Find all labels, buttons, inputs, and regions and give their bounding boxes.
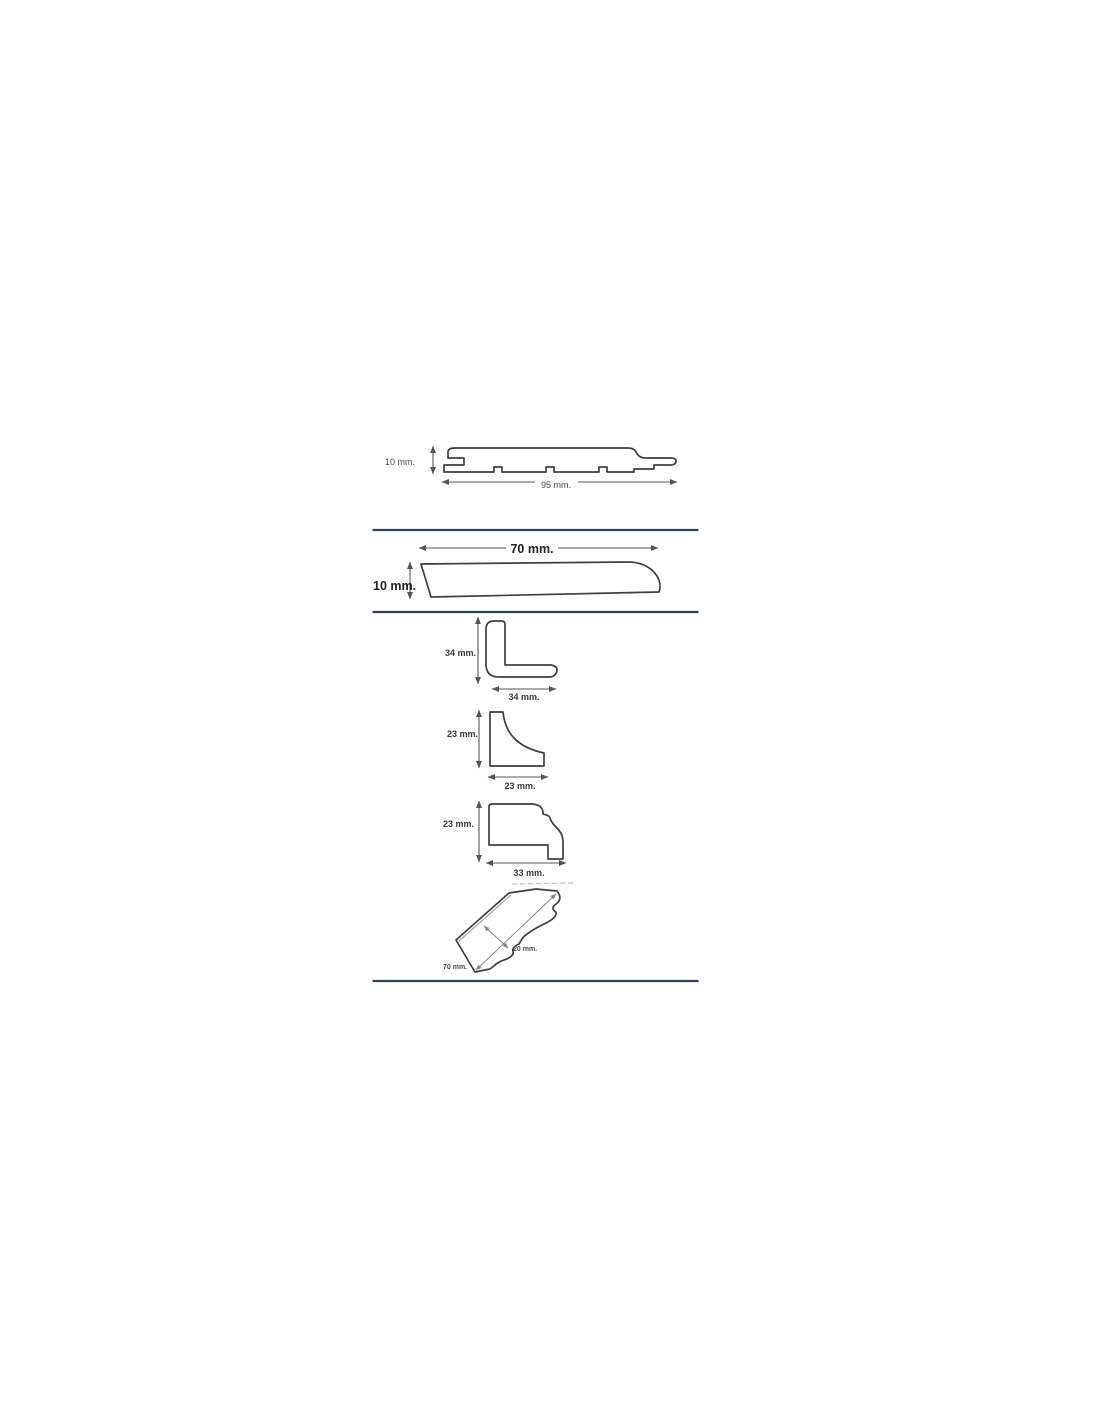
section-corner-moulding xyxy=(445,617,557,702)
height-dimension-label: 23 mm. xyxy=(443,819,475,829)
width-dimension-label: 70 mm. xyxy=(510,542,554,556)
section-tongue-groove-cladding xyxy=(385,446,677,490)
corner-moulding-profile-outline xyxy=(486,621,557,677)
thickness-dimension-label: 10 mm. xyxy=(373,579,417,593)
depth-dimension-label: 20 mm. xyxy=(513,946,538,953)
height-dimension-label: 23 mm. xyxy=(447,729,479,739)
width-dimension-label: 34 mm. xyxy=(508,692,540,702)
scan-artifact-dashes xyxy=(512,883,573,884)
width-dimension-label: 23 mm. xyxy=(504,781,536,791)
crown-moulding-outline xyxy=(456,889,560,972)
section-flat-trim xyxy=(373,542,660,599)
section-cove-moulding xyxy=(447,710,548,791)
cove-moulding-profile-outline xyxy=(490,712,544,766)
skirting-moulding-profile-outline xyxy=(489,804,563,859)
section-skirting-moulding xyxy=(443,801,566,878)
thickness-dimension-label: 10 mm. xyxy=(385,457,416,467)
flat-trim-profile-outline xyxy=(421,562,660,597)
section-crown-moulding xyxy=(443,883,573,972)
width-dimension-label: 95 mm. xyxy=(540,480,572,490)
height-dimension-label: 34 mm. xyxy=(445,648,477,658)
width-dimension-label: 33 mm. xyxy=(513,868,545,878)
length-dimension-label: 70 mm. xyxy=(443,964,468,971)
moulding-profiles-drawing xyxy=(372,430,700,990)
tongue-groove-profile-outline xyxy=(444,448,676,472)
